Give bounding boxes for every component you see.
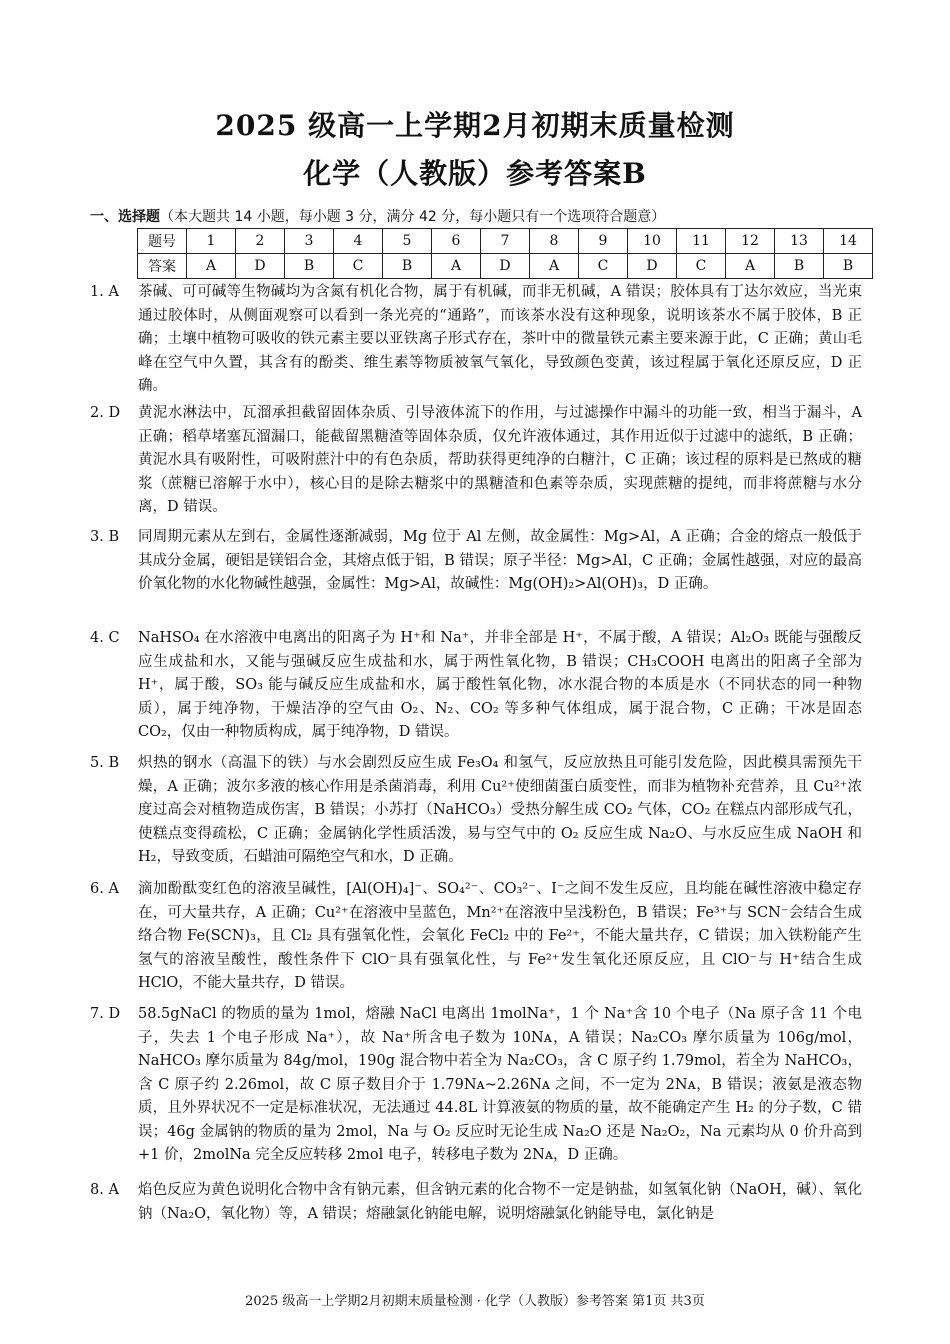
explanation-text: 同周期元素从左到右，金属性逐渐减弱，Mg 位于 Al 左侧，故金属性：Mg>Al，A 正确；合金的熔点一般低于其成分金属，硬铝是镁铝合金，其熔点低于铝，B 错误；原子半径：Mg>Al，C 正确；金属性越强，对应的最高价氧化物的水化物碱性越强，金属性：Mg>Al，故碱性：Mg(OH)₂>Al(OH)₃，D 正确。 (138, 529, 862, 592)
question-number: 6 (432, 229, 481, 254)
explanation-label: 5. B (90, 755, 120, 771)
explanation-item (90, 752, 862, 870)
question-number: 11 (677, 229, 726, 254)
question-number: 5 (383, 229, 432, 254)
answer-cell: A (187, 254, 236, 279)
question-number: 7 (481, 229, 530, 254)
section-heading (90, 206, 665, 226)
question-number: 8 (530, 229, 579, 254)
section-title: 一、选择题 (90, 209, 160, 225)
question-number: 4 (334, 229, 383, 254)
answer-cell: C (334, 254, 383, 279)
explanation-text: 炽热的钢水（高温下的铁）与水会剧烈反应生成 Fe₃O₄ 和氢气，反应放热且可能引发危险，因此模具需预先干燥，A 正确；波尔多液的核心作用是杀菌消毒，利用 Cu²⁺使细菌蛋白质变性，而非为植物补充营养，且 Cu²⁺浓度过高会对植物造成伤害，B 错误；小苏打（NaHCO₃）受热分解生成 CO₂ 气体，CO₂ 在糕点内部形成气孔，使糕点变得疏松，C 正确；金属钠化学性质活泼，易与空气中的 O₂ 反应生成 Na₂O、与水反应生成 NaOH 和 H₂，导致变质，石蜡油可隔绝空气和水，D 正确。 (138, 755, 862, 865)
question-number: 9 (579, 229, 628, 254)
question-number: 14 (824, 229, 873, 254)
explanation-label: 3. B (90, 529, 120, 545)
answer-cell: B (824, 254, 873, 279)
question-number: 13 (775, 229, 824, 254)
answer-table-answer-row (138, 254, 873, 279)
explanation-text: NaHSO₄ 在水溶液中电离出的阳离子为 H⁺和 Na⁺，并非全部是 H⁺，不属于酸，A 错误；Al₂O₃ 既能与强酸反应生成盐和水，又能与强碱反应生成盐和水，属于两性氧化物，B 错误；CH₃COOH 电离出的阳离子全部为 H⁺，属于酸，SO₃ 能与碱反应生成盐和水，属于酸性氧化物，冰水混合物的本质是水（不同状态的同一种物质），属于纯净物，干燥洁净的空气由 O₂、N₂、CO₂ 等多种气体组成，属于混合物，C 正确；干冰是固态 CO₂，仅由一种物质构成，属于纯净物，D 错误。 (138, 630, 862, 740)
question-number: 2 (236, 229, 285, 254)
answer-cell: D (481, 254, 530, 279)
explanation-label: 4. C (90, 630, 120, 646)
explanation-label: 8. A (90, 1182, 119, 1198)
explanation-label: 2. D (90, 405, 121, 421)
explanation-item (90, 878, 862, 996)
question-number: 10 (628, 229, 677, 254)
page-title: 2025 级高一上学期2月初期末质量检测 (215, 109, 735, 142)
explanation-label: 1. A (90, 284, 119, 300)
explanation-item (90, 281, 862, 399)
explanation-item (90, 1179, 862, 1226)
answer-cell: A (726, 254, 775, 279)
explanation-text: 黄泥水淋法中，瓦溜承担截留固体杂质、引导液体流下的作用，与过滤操作中漏斗的功能一致，相当于漏斗，A 正确；稻草堵塞瓦溜漏口，能截留黑糖渣等固体杂质，仅允许液体通过，其作用近似于过滤中的滤纸，B 正确；黄泥水具有吸附性，可吸附蔗汁中的有色杂质，帮助获得更纯净的白糖汁，C 正确；该过程的原料是已熬成的糖浆（蔗糖已溶解于水中），核心目的是除去糖浆中的黑糖渣和色素等杂质，实现蔗糖的提纯，而非将蔗糖与水分离，D 错误。 (138, 405, 862, 515)
answer-table (137, 228, 873, 279)
explanation-text: 滴加酚酞变红色的溶液呈碱性，[Al(OH)₄]⁻、SO₄²⁻、CO₃²⁻、I⁻之间不发生反应，且均能在碱性溶液中稳定存在，可大量共存，A 正确；Cu²⁺在溶液中呈蓝色，Mn²⁺在溶液中呈浅粉色，B 错误；Fe³⁺与 SCN⁻会结合生成络合物 Fe(SCN)₃，且 Cl₂ 具有强氧化性，会氧化 FeCl₂ 中的 Fe²⁺，不能大量共存，C 错误；加入铁粉能产生氢气的溶液呈酸性，酸性条件下 ClO⁻具有强氧化性，与 Fe²⁺发生氧化还原反应，且 ClO⁻与 H⁺结合生成 HClO，不能大量共存，D 错误。 (138, 881, 862, 991)
row-label-answer: 答案 (138, 254, 187, 279)
explanation-item (90, 402, 862, 520)
section-note: （本大题共 14 小题，每小题 3 分，满分 42 分，每小题只有一个选项符合题意） (160, 209, 666, 225)
answer-cell: A (432, 254, 481, 279)
page-subtitle: 化学（人教版）参考答案B (303, 157, 647, 190)
page-footer: 2025 级高一上学期2月初期末质量检测 · 化学（人教版）参考答案 第1页 共3页 (245, 1294, 705, 1309)
row-label-number: 题号 (138, 229, 187, 254)
explanation-label: 6. A (90, 881, 119, 897)
answer-cell: B (285, 254, 334, 279)
answer-cell: D (236, 254, 285, 279)
answer-table-number-row (138, 229, 873, 254)
answer-cell: D (628, 254, 677, 279)
question-number: 3 (285, 229, 334, 254)
answer-cell: B (383, 254, 432, 279)
explanation-text: 焰色反应为黄色说明化合物中含有钠元素，但含钠元素的化合物不一定是钠盐，如氢氧化钠（NaOH，碱）、氧化钠（Na₂O，氧化物）等，A 错误；熔融氯化钠能电解，说明熔融氯化钠能导电，氯化钠是 (138, 1182, 862, 1222)
explanation-item (90, 526, 862, 597)
question-number: 12 (726, 229, 775, 254)
answer-cell: B (775, 254, 824, 279)
answer-cell: A (530, 254, 579, 279)
answer-cell: C (677, 254, 726, 279)
explanation-text: 58.5gNaCl 的物质的量为 1mol，熔融 NaCl 电离出 1molNa⁺，1 个 Na⁺含 10 个电子（Na 原子含 11 个电子，失去 1 个电子形成 Na⁺），故 Na⁺所含电子数为 10Nᴀ，A 错误；Na₂CO₃ 摩尔质量为 106g/mol，NaHCO₃ 摩尔质量为 84g/mol，190g 混合物中若全为 Na₂CO₃，含 C 原子约 1.79mol，若全为 NaHCO₃，含 C 原子约 2.26mol，故 C 原子数目介于 1.79Nᴀ~2.26Nᴀ 之间，不一定为 2Nᴀ，B 错误；液氨是液态物质，且外界状况不一定是标准状况，无法通过 44.8L 计算液氨的物质的量，故不能确定产生 H₂ 的分子数，C 错误；46g 金属钠的物质的量为 2mol，Na 与 O₂ 反应时无论生成 Na₂O 还是 Na₂O₂，Na 元素均从 0 价升高到+1 价，2molNa 完全反应转移 2mol 电子，转移电子数为 2Nᴀ，D 正确。 (138, 1006, 862, 1163)
explanation-item (90, 627, 862, 745)
question-number: 1 (187, 229, 236, 254)
explanation-text: 茶碱、可可碱等生物碱均为含氮有机化合物，属于有机碱，而非无机碱，A 错误；胶体具有丁达尔效应，当光束通过胶体时，从侧面观察可以看到一条光亮的“通路”，而该茶水没有这种现象，说明该茶水不属于胶体，B 正确；土壤中植物可吸收的铁元素主要以亚铁离子形式存在，茶叶中的微量铁元素主要来源于此，C 正确；黄山毛峰在空气中久置，其含有的酚类、维生素等物质被氧气氧化，导致颜色变黄，该过程属于氧化还原反应，D 正确。 (138, 284, 862, 394)
answer-cell: C (579, 254, 628, 279)
explanation-item (90, 1003, 862, 1168)
explanation-label: 7. D (90, 1006, 121, 1022)
